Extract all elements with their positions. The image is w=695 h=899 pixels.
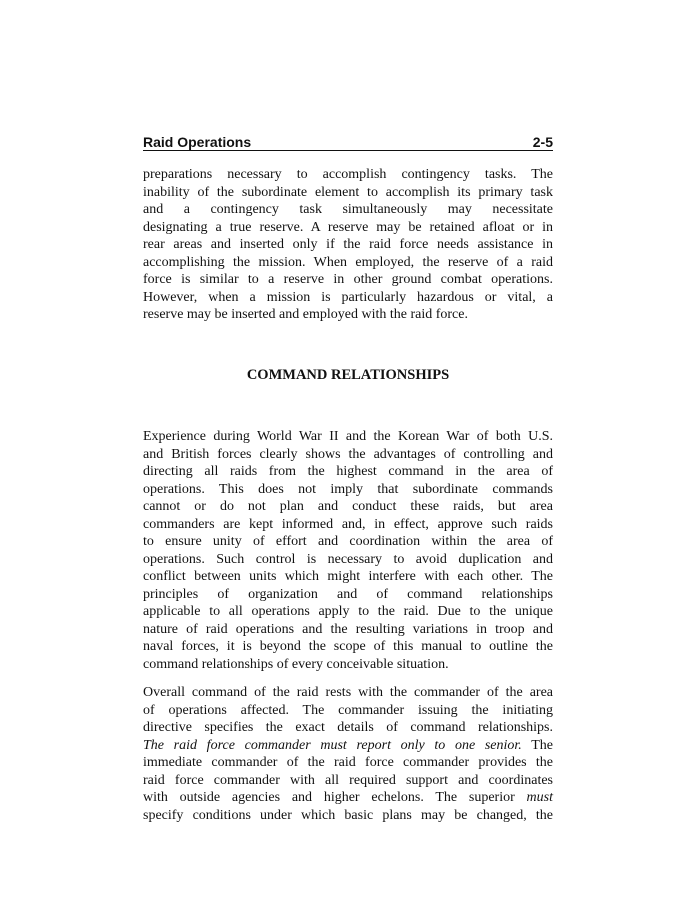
text-line: and British forces clearly shows the advantages of controlling and (143, 446, 553, 462)
running-header-title: Raid Operations (143, 134, 252, 150)
text-line: and a contingency task simultaneously may necessitate (143, 202, 553, 217)
text-line: However, when a mission is particularly hazardous or vital, a (143, 289, 553, 305)
text-line: of operations affected. The commander issuing the initiating (143, 702, 553, 718)
running-header (143, 134, 553, 151)
text-line: specify conditions under which basic plans may be changed, the (143, 807, 553, 823)
text-line (143, 789, 553, 807)
text-segment: with outside agencies and higher echelons. The superior (143, 790, 527, 805)
text-line: operations. Such control is necessary to avoid duplication and (143, 551, 553, 567)
text-line: force is similar to a reserve in other ground combat operations. (143, 272, 553, 287)
text-line: naval forces, it is beyond the scope of this manual to outline the (143, 639, 553, 654)
text-line: preparations necessary to accomplish contingency tasks. The (143, 167, 553, 182)
text-segment: The (521, 737, 553, 753)
text-line: principles of organization and of command relationships (143, 586, 553, 602)
emphasis-text: The raid force commander must report only to one senior. (143, 737, 522, 753)
text-line (143, 737, 553, 755)
text-line: applicable to all operations apply to the raid. Due to the unique (143, 604, 553, 619)
section-heading: COMMAND RELATIONSHIPS (246, 367, 450, 383)
emphasis-text: must (526, 790, 553, 805)
text-line: commanders are kept informed and, in effect, approve such raids (143, 516, 553, 532)
paragraph-experience (143, 428, 553, 673)
paragraph-reserve (143, 166, 553, 324)
text-line: operations. This does not imply that subordinate commands (143, 481, 553, 497)
text-line: immediate commander of the raid force commander provides the (143, 755, 553, 770)
text-line: rear areas and inserted only if the raid force needs assistance in (143, 237, 553, 252)
text-line: nature of raid operations and the resulting variations in troop and (143, 621, 553, 637)
text-line: conflict between units which might interfere with each other. The (143, 569, 553, 584)
text-line: Experience during World War II and the Korean War of both U.S. (143, 429, 553, 444)
text-line: cannot or do not plan and conduct these raids, but area (143, 499, 553, 514)
text-line: raid force commander with all required support and coordinates (143, 772, 553, 788)
text-line: Overall command of the raid rests with the commander of the area (143, 685, 553, 700)
text-line: directive specifies the exact details of command relationships. (143, 720, 553, 735)
paragraph-overall-command (143, 684, 553, 824)
text-line: accomplishing the mission. When employed, the reserve of a raid (143, 254, 553, 270)
text-line: designating a true reserve. A reserve may be retained afloat or in (143, 219, 553, 235)
text-line: reserve may be inserted and employed with the raid force. (143, 307, 468, 322)
text-line: directing all raids from the highest command in the area of (143, 464, 553, 479)
text-line: to ensure unity of effort and coordination within the area of (143, 534, 553, 549)
page-number: 2-5 (532, 134, 553, 150)
text-line: command relationships of every conceivable situation. (143, 656, 449, 672)
text-line: inability of the subordinate element to accomplish its primary task (143, 184, 553, 200)
